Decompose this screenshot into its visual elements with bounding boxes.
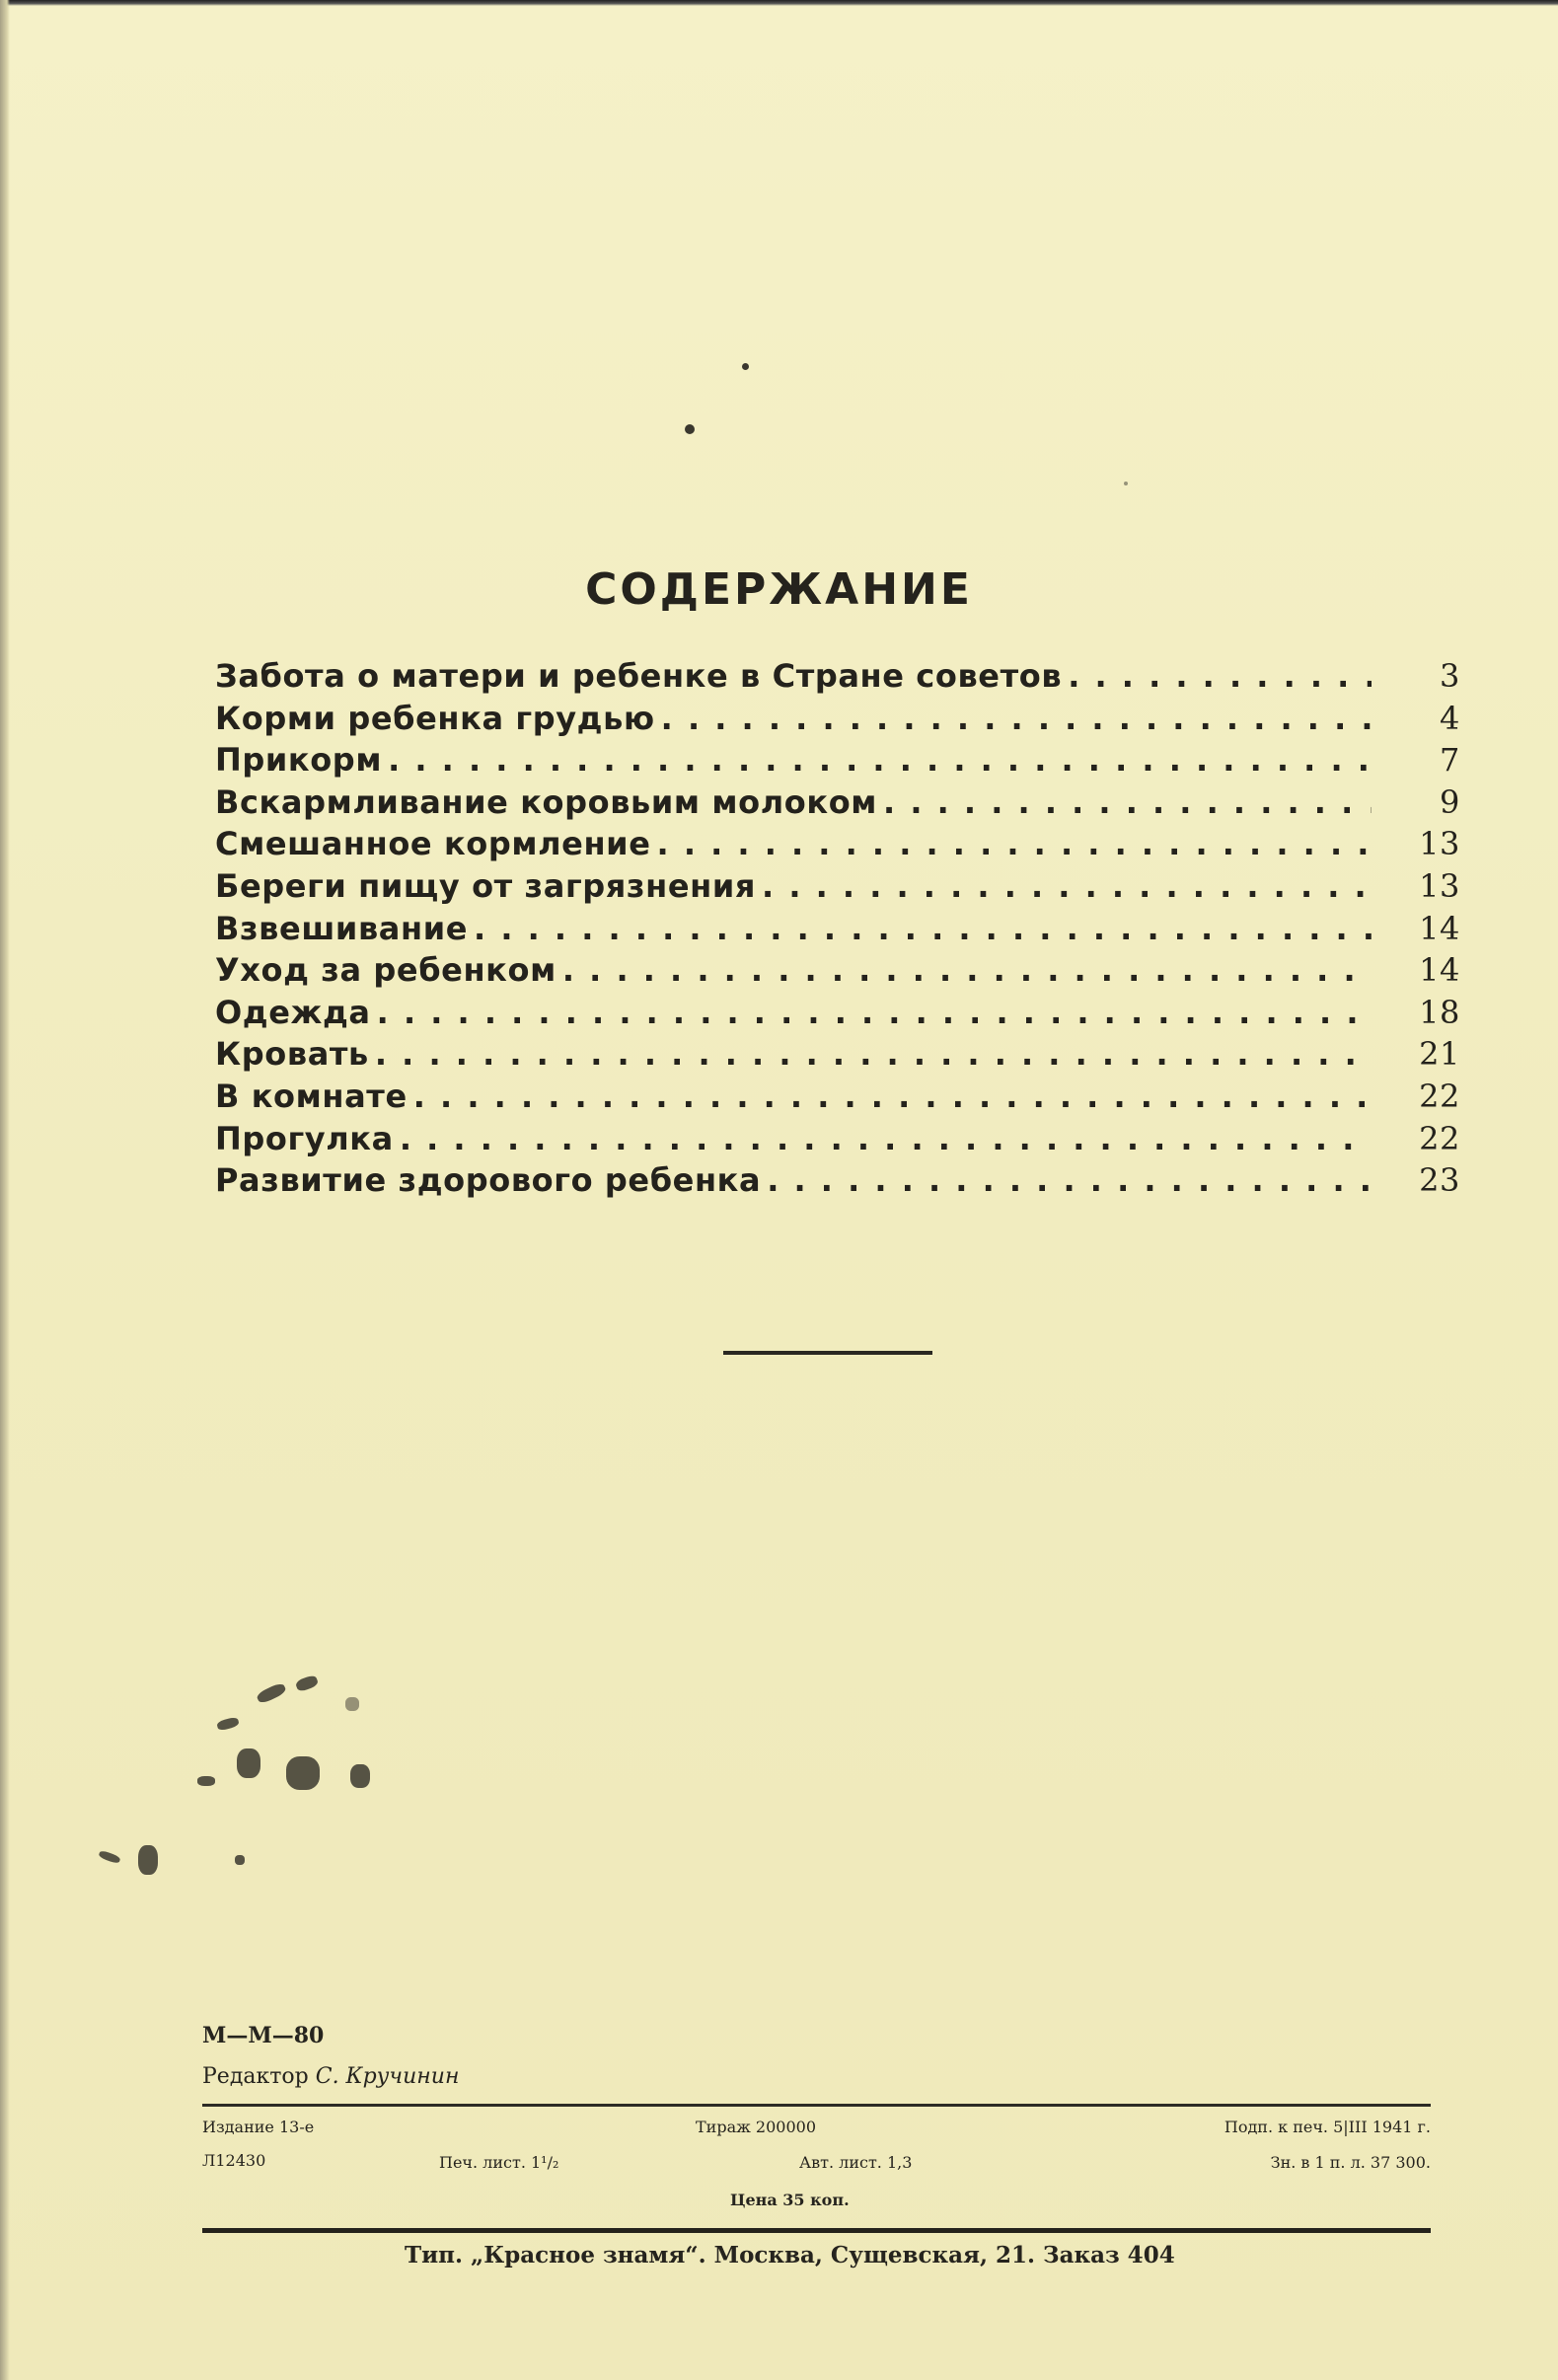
toc-entry <box>215 1161 1460 1204</box>
edition-number: Издание 13-е <box>202 2118 315 2136</box>
toc-entry <box>215 1120 1460 1162</box>
left-edge-shadow <box>0 0 10 2380</box>
ink-speck <box>1124 482 1128 485</box>
toc-entry-label: Смешанное кормление <box>215 825 651 863</box>
toc-entry-page: 22 <box>1419 1119 1460 1157</box>
toc-entry <box>215 700 1460 742</box>
toc-leader-dots <box>562 951 1372 989</box>
toc-entry-label: Вскармливание коровьим молоком <box>215 782 878 821</box>
toc-entry <box>215 910 1460 952</box>
toc-entry-page: 13 <box>1419 825 1460 863</box>
toc-entry-page: 9 <box>1440 782 1460 821</box>
toc-entry-label: Взвешивание <box>215 909 469 947</box>
toc-entry <box>215 825 1460 867</box>
toc-leader-dots <box>1068 657 1372 695</box>
editor-line <box>202 2064 459 2089</box>
print-run: Тираж 200000 <box>696 2118 816 2136</box>
toc-entry <box>215 1078 1460 1120</box>
toc-entry <box>215 1035 1460 1078</box>
toc-entry-label: В комнате <box>215 1077 408 1115</box>
toc-entry-label: Одежда <box>215 993 371 1031</box>
toc-entry-page: 14 <box>1419 909 1460 947</box>
print-sheets: Печ. лист. 1¹/₂ <box>439 2153 559 2172</box>
signed-to-press: Подп. к печ. 5|III 1941 г. <box>1224 2118 1431 2136</box>
toc-leader-dots <box>767 1161 1372 1199</box>
printer-line: Тип. „Красное знамя“. Москва, Сущевская, 21. Заказ 404 <box>405 2242 1175 2268</box>
toc-leader-dots <box>375 1035 1372 1073</box>
toc-entry-label: Прогулка <box>215 1119 394 1157</box>
characters-per-sheet: Зн. в 1 п. л. 37 300. <box>1270 2153 1431 2172</box>
toc-entry-page: 21 <box>1419 1035 1460 1074</box>
ink-speck <box>685 424 695 434</box>
toc-entry <box>215 657 1460 700</box>
toc-entry-label: Береги пищу от загрязнения <box>215 866 757 905</box>
toc-leader-dots <box>413 1078 1372 1115</box>
top-edge-shadow <box>0 0 1558 6</box>
toc-title: СОДЕРЖАНИЕ <box>585 564 973 615</box>
toc-leader-dots <box>657 825 1372 862</box>
faded-stamp-mark <box>89 1658 385 1914</box>
toc-leader-dots <box>661 700 1372 737</box>
toc-entry-page: 18 <box>1419 993 1460 1031</box>
toc-leader-dots <box>377 994 1372 1031</box>
toc-entry-page: 7 <box>1440 741 1460 780</box>
editor-name: С. Кручинин <box>315 2064 460 2089</box>
toc-entry-label: Уход за ребенком <box>215 951 556 990</box>
toc-leader-dots <box>388 741 1372 779</box>
toc-entry-label: Корми ребенка грудью <box>215 699 655 737</box>
toc-leader-dots <box>762 867 1372 905</box>
toc-entry <box>215 951 1460 994</box>
price: Цена 35 коп. <box>730 2191 850 2209</box>
toc-leader-dots <box>400 1120 1372 1157</box>
toc-entry-page: 14 <box>1419 951 1460 990</box>
toc-entry-label: Кровать <box>215 1035 369 1074</box>
toc-entry <box>215 783 1460 826</box>
section-divider <box>723 1351 932 1355</box>
toc-entry-page: 3 <box>1440 657 1460 695</box>
toc-entry-label: Забота о матери и ребенке в Стране советов <box>215 657 1063 695</box>
toc-leader-dots <box>474 910 1372 947</box>
ink-speck <box>742 363 749 370</box>
order-code: Л12430 <box>202 2151 266 2170</box>
toc-entry-page: 13 <box>1419 866 1460 905</box>
colophon-rule-bottom <box>202 2228 1431 2233</box>
colophon-rule-top <box>202 2104 1431 2107</box>
toc-entry <box>215 994 1460 1036</box>
toc-entry <box>215 741 1460 783</box>
toc-entry-label: Прикорм <box>215 741 383 780</box>
toc-entry <box>215 867 1460 910</box>
editor-label: Редактор <box>202 2064 309 2089</box>
toc-entry-page: 4 <box>1440 699 1460 737</box>
toc-entry-page: 23 <box>1419 1161 1460 1200</box>
toc-leader-dots <box>883 783 1372 821</box>
table-of-contents <box>215 657 1460 1204</box>
catalog-code: М—М—80 <box>202 2023 325 2048</box>
author-sheets: Авт. лист. 1,3 <box>799 2153 913 2172</box>
toc-entry-label: Развитие здорового ребенка <box>215 1161 762 1200</box>
toc-entry-page: 22 <box>1419 1077 1460 1115</box>
